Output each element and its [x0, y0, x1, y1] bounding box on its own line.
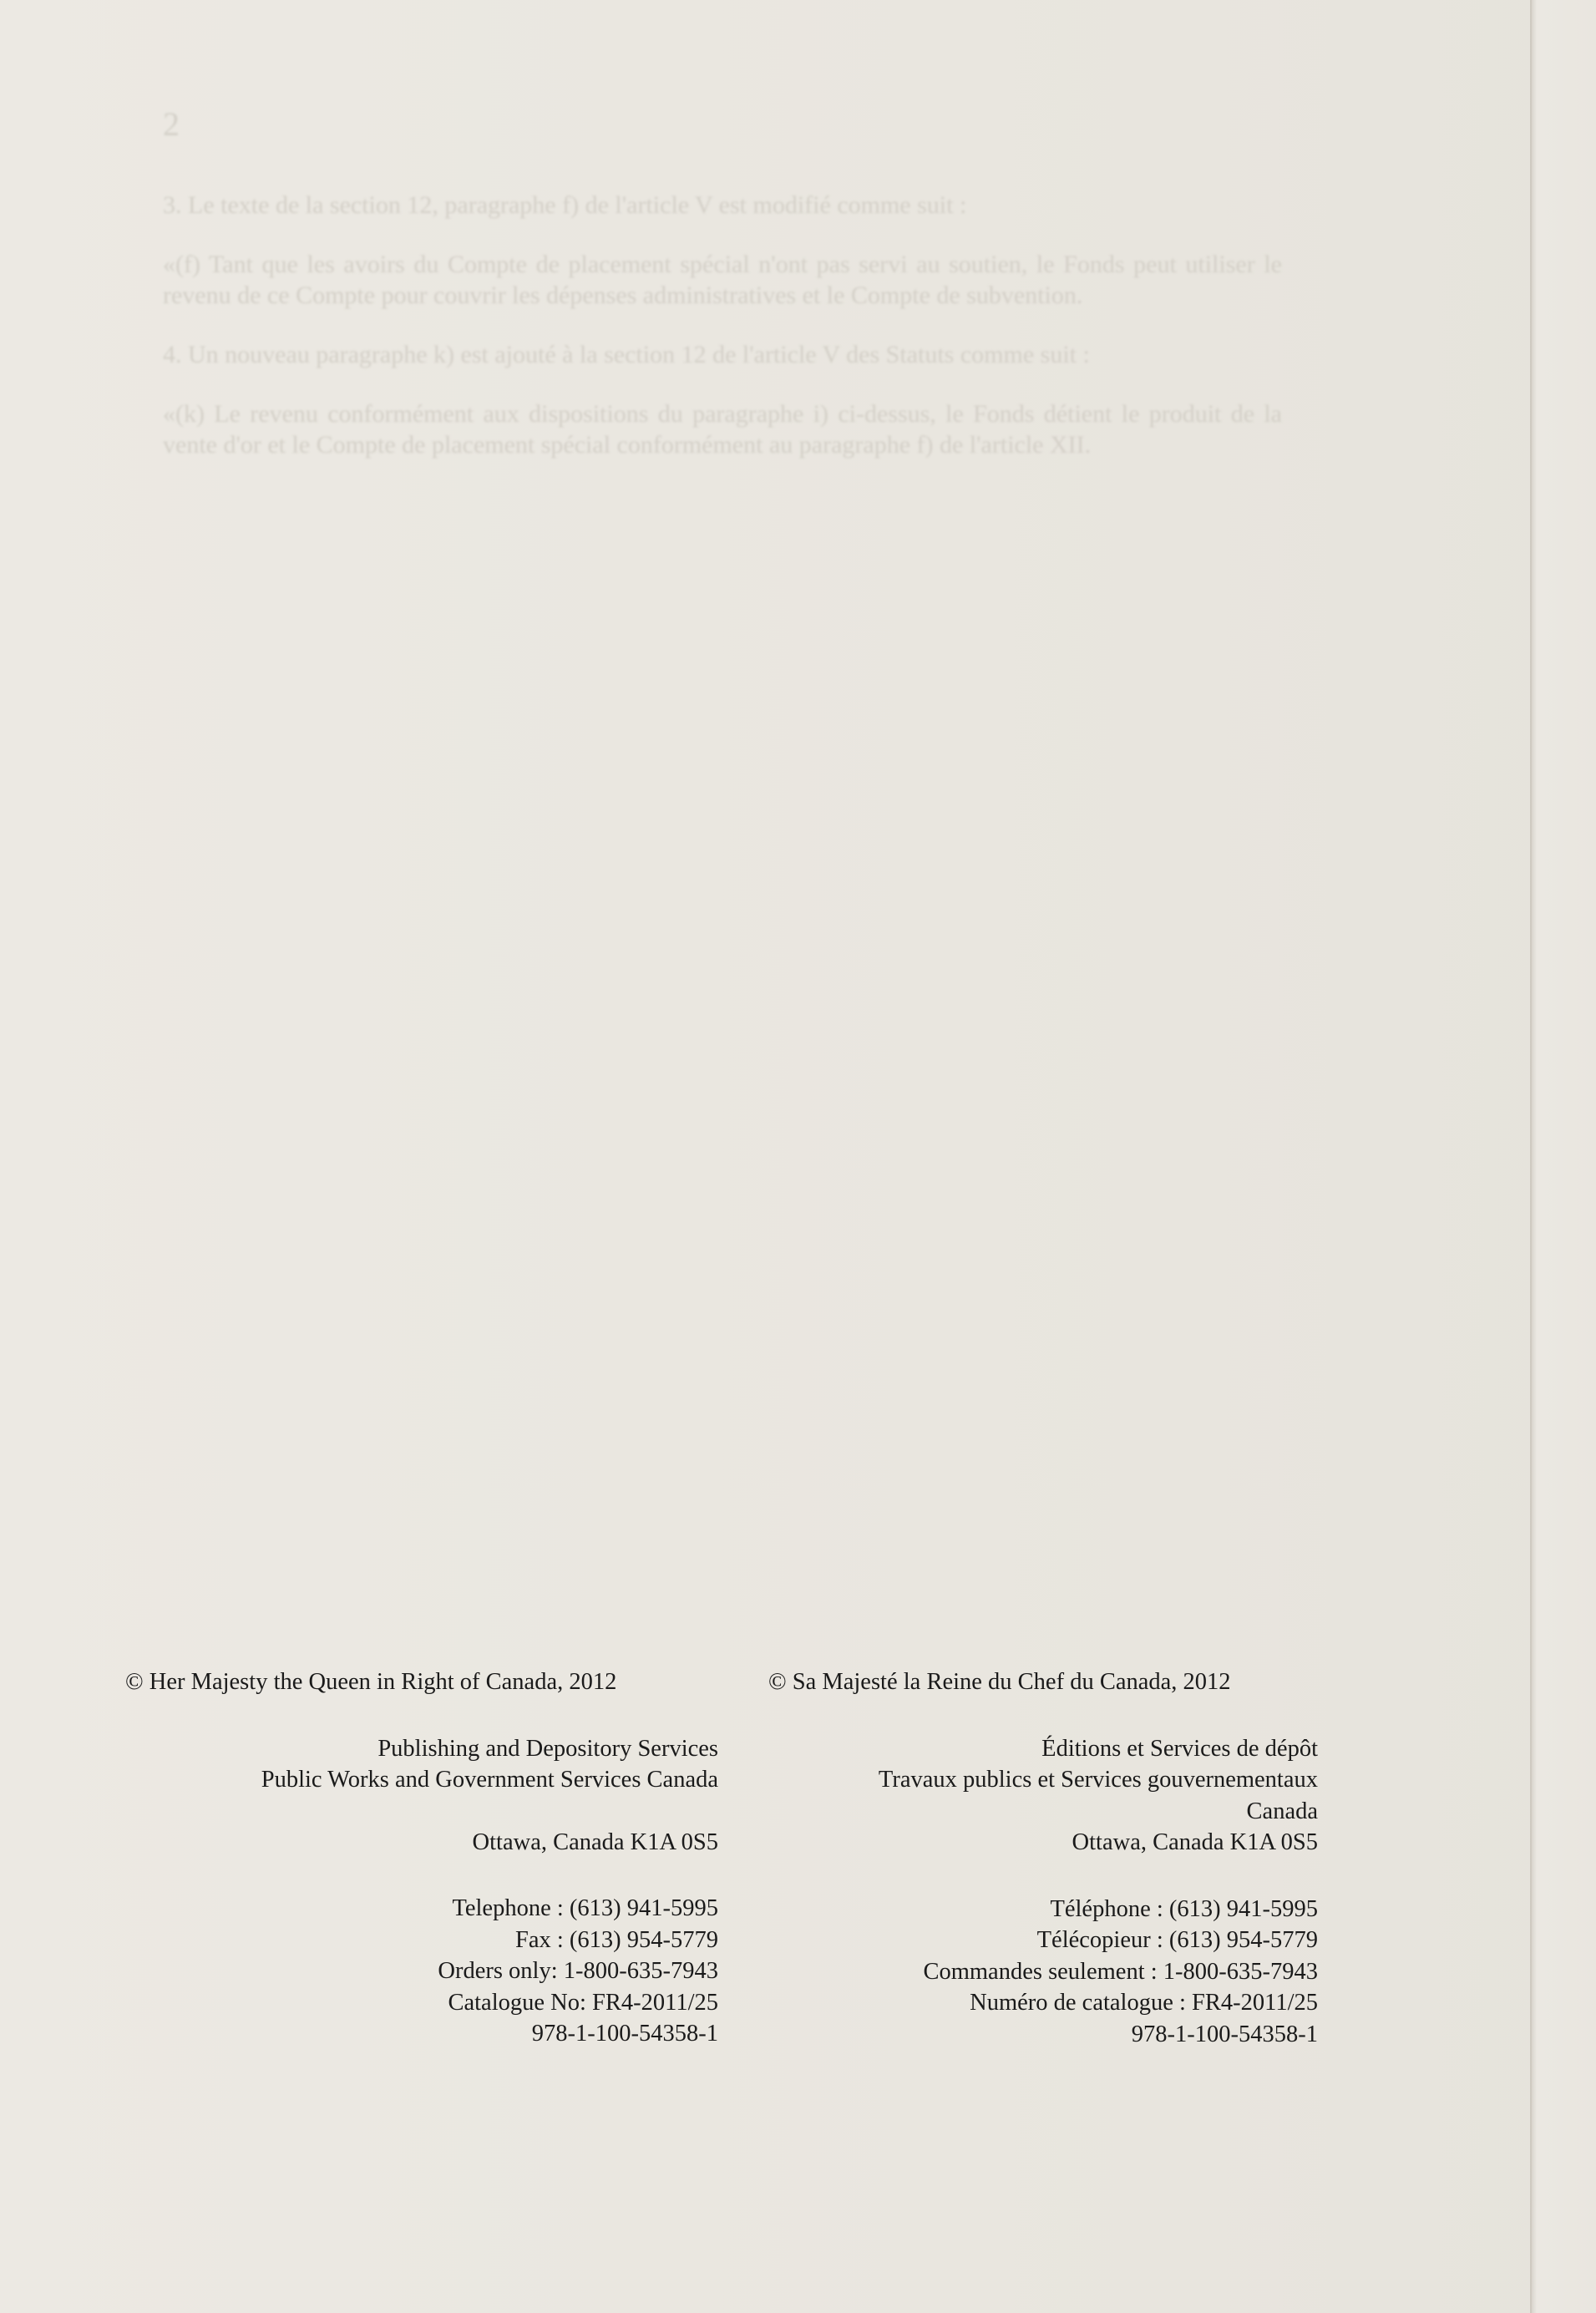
isbn-en: 978-1-100-54358-1 [531, 2021, 718, 2047]
english-imprint [125, 1666, 718, 2050]
fax-en: Fax : (613) 954-5779 [514, 1926, 718, 1953]
orders-en: Orders only: 1-800-635-7943 [438, 1958, 718, 1984]
department-en: Public Works and Government Services Canada [261, 1767, 718, 1793]
catalogue-fr: Numéro de catalogue : FR4-2011/25 [970, 1990, 1318, 2016]
isbn-fr: 978-1-100-54358-1 [1131, 2021, 1318, 2047]
address-en: Ottawa, Canada K1A 0S5 [472, 1829, 718, 1855]
bleed-page-number: 2 [163, 105, 180, 143]
publisher-fr: Éditions et Services de dépôt [1041, 1735, 1318, 1762]
copyright-notice-fr: © Sa Majesté la Reine du Chef du Canada, 2012 [768, 1669, 1231, 1695]
department-fr-cont: Canada [1246, 1798, 1318, 1824]
bleed-paragraph: 3. Le texte de la section 12, paragraphe f) de l'article V est modifié comme suit : [163, 191, 967, 219]
copyright-notice-en: © Her Majesty the Queen in Right of Canada, 2012 [125, 1669, 617, 1695]
bleed-paragraph: «(f) Tant que les avoirs du Compte de placement spécial n'ont pas servi au soutien, le Fonds peut utiliser le revenu de ce Compte pour couvrir les dépenses administratives et le Compte de subvention. [163, 251, 1282, 309]
bleed-through-text [163, 105, 1282, 489]
address-fr: Ottawa, Canada K1A 0S5 [1072, 1829, 1318, 1855]
publisher-en: Publishing and Depository Services [377, 1735, 718, 1762]
telephone-fr: Téléphone : (613) 941-5995 [1050, 1895, 1318, 1922]
bleed-paragraph: 4. Un nouveau paragraphe k) est ajouté à la section 12 de l'article V des Statuts comme suit : [163, 341, 1090, 368]
fax-fr: Télécopieur : (613) 954-5779 [1036, 1927, 1318, 1953]
telephone-en: Telephone : (613) 941-5995 [452, 1895, 718, 1921]
bleed-paragraph: «(k) Le revenu conformément aux dispositions du paragraphe i) ci-dessus, le Fonds détient le produit de la vente d'or et le Compte de placement spécial conformément au paragraphe f) de l'article XII. [163, 400, 1282, 459]
french-imprint [768, 1666, 1318, 2050]
orders-fr: Commandes seulement : 1-800-635-7943 [923, 1958, 1318, 1985]
department-fr: Travaux publics et Services gouvernementaux [878, 1767, 1318, 1793]
page-edge-shadow [1530, 0, 1596, 2313]
catalogue-en: Catalogue No: FR4-2011/25 [448, 1989, 718, 2016]
